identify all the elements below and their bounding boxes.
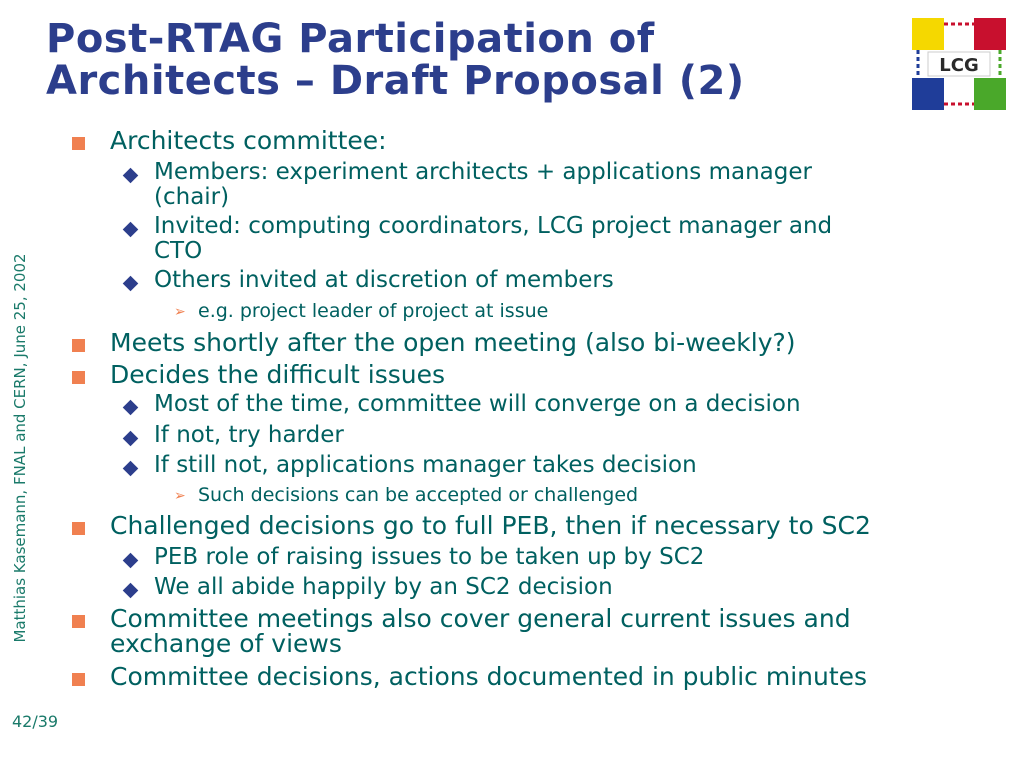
bullet-item (110, 664, 867, 689)
arrow-bullet-icon: ➢ (174, 488, 186, 504)
bullet-item (154, 160, 812, 210)
arrow-bullet-icon: ➢ (174, 304, 186, 320)
bullet-text: Decides the difficult issues (110, 360, 446, 389)
bullet-item (110, 606, 851, 656)
bullet-item (110, 330, 796, 355)
slide-title-line-2: Architects – Draft Proposal (2) (46, 58, 745, 104)
bullet-text: Committee meetings also cover general current issues and (110, 604, 851, 633)
bullet-text: Committee decisions, actions documented in public minutes (110, 662, 868, 691)
bullet-item (110, 513, 871, 538)
bullet-text: e.g. project leader of project at issue (198, 300, 549, 322)
diamond-bullet-icon (123, 222, 139, 238)
bullet-item (110, 362, 445, 387)
square-bullet-icon (72, 371, 85, 384)
square-bullet-icon (72, 522, 85, 535)
bullet-item (154, 575, 613, 600)
diamond-bullet-icon (123, 276, 139, 292)
diamond-bullet-icon (123, 583, 139, 599)
diamond-bullet-icon (123, 400, 139, 416)
bullet-text: Meets shortly after the open meeting (also bi-weekly?) (110, 328, 796, 357)
bullet-text: If still not, applications manager takes decision (154, 452, 697, 478)
author-date-text: Matthias Kasemann, FNAL and CERN, June 25, 2002 (11, 253, 29, 643)
bullet-text: Challenged decisions go to full PEB, then if necessary to SC2 (110, 511, 871, 540)
bullet-text-continuation: CTO (154, 238, 203, 264)
bullet-item (154, 545, 704, 570)
bullet-text: Architects committee: (110, 126, 387, 155)
square-bullet-icon (72, 673, 85, 686)
bullet-item (154, 214, 832, 264)
bullet-item (198, 484, 638, 506)
bullet-text: Members: experiment architects + applications manager (154, 159, 812, 185)
bullet-item (154, 392, 801, 417)
logo-text: LCG (939, 55, 979, 76)
bullet-text-continuation: (chair) (154, 184, 230, 210)
lcg-logo (910, 16, 1008, 112)
bullet-item (110, 128, 387, 153)
bullet-item (198, 300, 548, 322)
bullet-text: PEB role of raising issues to be taken up by SC2 (154, 544, 705, 570)
bullet-text: Invited: computing coordinators, LCG project manager and (154, 213, 833, 239)
slide-title-line-1: Post-RTAG Participation of (46, 16, 655, 62)
bullet-text: Such decisions can be accepted or challenged (198, 484, 639, 506)
bullet-text: We all abide happily by an SC2 decision (154, 574, 613, 600)
square-bullet-icon (72, 137, 85, 150)
diamond-bullet-icon (123, 461, 139, 477)
sidebar (0, 0, 40, 768)
bullet-text: Others invited at discretion of members (154, 267, 614, 293)
diamond-bullet-icon (123, 553, 139, 569)
bullet-text-continuation: exchange of views (110, 629, 342, 658)
slide-number: 42/39 (12, 712, 59, 731)
diamond-bullet-icon (123, 431, 139, 447)
square-bullet-icon (72, 615, 85, 628)
bullet-item (154, 268, 614, 293)
bullet-text: Most of the time, committee will converge on a decision (154, 391, 801, 417)
bullet-text: If not, try harder (154, 422, 344, 448)
slide-title (46, 18, 896, 102)
square-bullet-icon (72, 339, 85, 352)
diamond-bullet-icon (123, 168, 139, 184)
bullet-item (154, 423, 344, 448)
bullet-item (154, 453, 697, 478)
